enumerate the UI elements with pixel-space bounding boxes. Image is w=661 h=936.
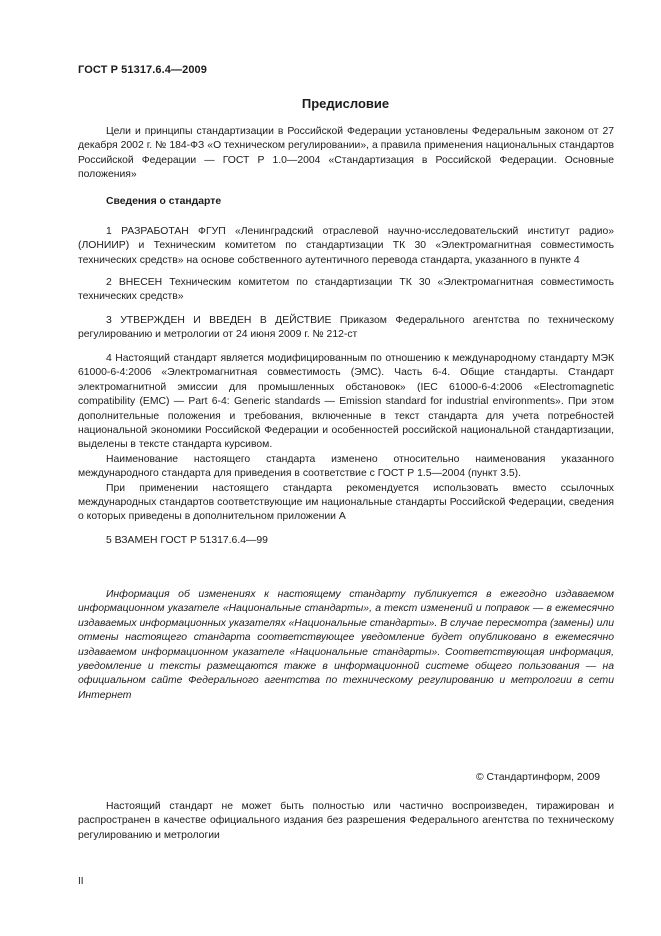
reproduction-notice-text: Настоящий стандарт не может быть полностью или частично воспроизведен, тиражирован и распространен в качестве официального издания без разрешения Федерального агентства по техническому регулированию и метрологии: [78, 801, 614, 841]
item-4-name-note: Наименование настоящего стандарта изменено относительно наименования указанного международного стандарта для приведения в соответствие с ГОСТ Р 1.5—2004 (пункт 3.5).: [78, 453, 614, 480]
item-3: [78, 314, 614, 343]
item-4-reference-note: При применении настоящего стандарта рекомендуется использовать вместо ссылочных международных стандартов соответствующие им национальные стандарты Российской Федерации, сведения о которых приведены в дополнительном приложении А: [78, 482, 614, 523]
changes-info-text: Информация об изменениях к настоящему стандарту публикуется в ежегодно издаваемом информационном указателе «Национальные стандарты», а текст изменений и поправок — в ежемесячно издаваемых информационных указателях «Национальные стандарты». В случае пересмотра (замены) или отмены настоящего стандарта соответствующее уведомление будет опубликовано в ежемесячно издаваемом информационном указателе «Национальные стандарты». Соответствующая информация, уведомление и тексты размещаются также в информационной системе общего пользования — на официальном сайте Федерального агентства по техническому регулированию и метрологии в сети Интернет: [78, 589, 614, 701]
item-2-text: 2 ВНЕСЕН Техническим комитетом по стандартизации ТК 30 «Электромагнитная совместимость технических средств»: [78, 277, 614, 303]
item-3-text: 3 УТВЕРЖДЕН И ВВЕДЕН В ДЕЙСТВИЕ Приказом Федерального агентства по техническому регулированию и метрологии от 24 июня 2009 г. № 212-ст: [78, 315, 614, 341]
item-2: [78, 276, 614, 305]
page-number: II: [78, 876, 84, 887]
reproduction-notice: [78, 800, 614, 843]
copyright: © Стандартинформ, 2009: [476, 772, 601, 783]
item-1: [78, 225, 614, 268]
item-4-text: 4 Настоящий стандарт является модифицированным по отношению к международному стандарту МЭК 61000-6-4:2006 «Электромагнитная совместимость (ЭМС). Часть 6-4. Общие стандарты. Стандарт электромагнитной эмиссии для промышленных обстановок» (IEC 61000-6-4:2006 «Electromagnetic compatibility (EMC) — Part 6-4: Generic standards — Emission standard for industrial environments». При этом дополнительные положения и требования, включенные в текст стандарта для учета потребностей национальной экономики Российской Федерации и особенностей российской национальной стандартизации, выделены в тексте стандарта курсивом.: [78, 353, 614, 451]
changes-info: [78, 588, 614, 703]
standard-code-header: ГОСТ Р 51317.6.4—2009: [78, 64, 207, 76]
intro-text: Цели и принципы стандартизации в Российской Федерации установлены Федеральным законом от 27 декабря 2002 г. № 184-ФЗ «О техническом регулировании», а правила применения национальных стандартов Российской Федерации — ГОСТ Р 1.0—2004 «Стандартизация в Российской Федерации. Основные положения»: [78, 126, 614, 181]
page-title: Предисловие: [301, 96, 390, 111]
item-4: [78, 352, 614, 525]
item-5-text: 5 ВЗАМЕН ГОСТ Р 51317.6.4—99: [106, 535, 268, 546]
section-subheading: Сведения о стандарте: [106, 196, 222, 207]
intro-paragraph: [78, 125, 614, 183]
item-5: [78, 534, 614, 548]
item-1-text: 1 РАЗРАБОТАН ФГУП «Ленинградский отраслевой научно-исследовательский институт радио» (ЛОНИИР) и Техническим комитетом по стандартизации ТК 30 «Электромагнитная совместимость технических средств» на основе собственного аутентичного перевода стандарта, указанного в пункте 4: [78, 226, 614, 266]
